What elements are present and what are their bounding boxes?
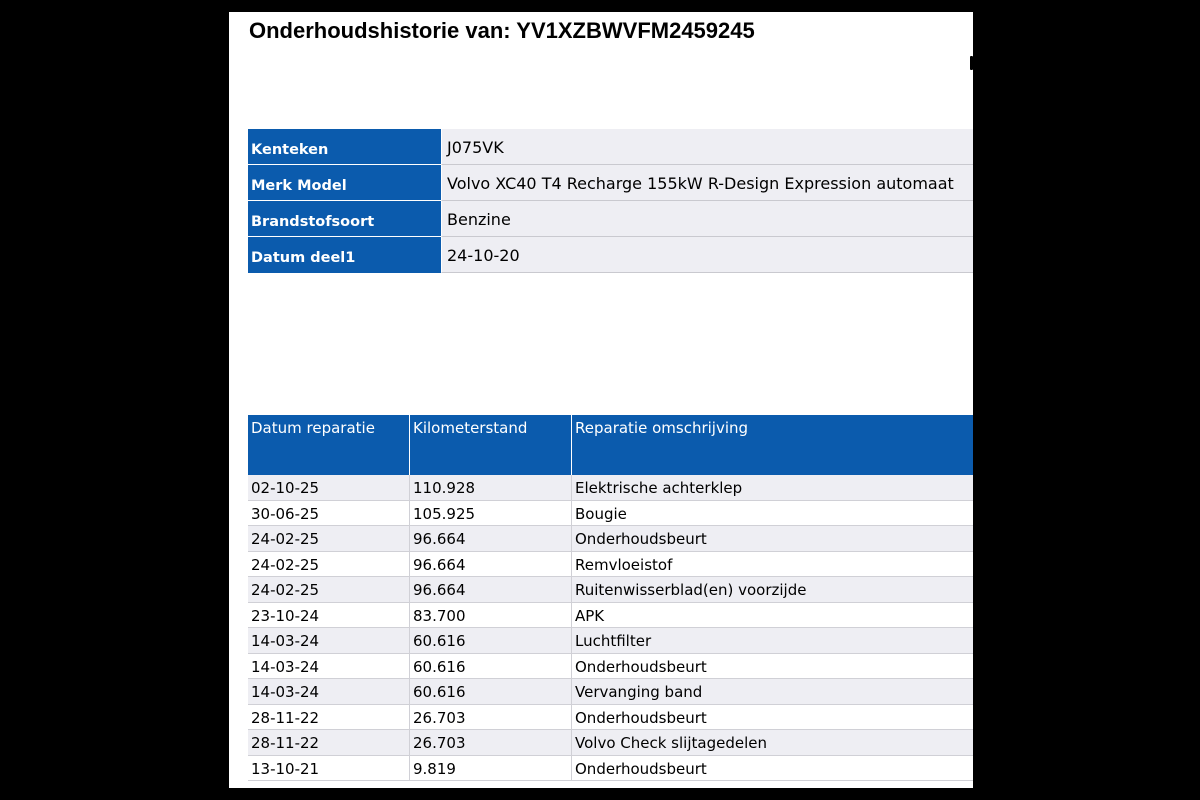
cell-description: Bougie: [572, 501, 973, 527]
cell-description: Onderhoudsbeurt: [572, 705, 973, 731]
info-row-merk-model: [248, 165, 973, 201]
info-value: Volvo XC40 T4 Recharge 155kW R-Design Expression automaat: [441, 165, 973, 201]
table-row: [248, 730, 973, 756]
table-row: [248, 679, 973, 705]
cell-date: 14-03-24: [248, 679, 410, 705]
cell-date: 28-11-22: [248, 730, 410, 756]
table-row: [248, 501, 973, 527]
cell-date: 24-02-25: [248, 577, 410, 603]
cell-km: 60.616: [410, 628, 572, 654]
cell-km: 83.700: [410, 603, 572, 629]
cell-km: 110.928: [410, 475, 572, 501]
cell-description: Remvloeistof: [572, 552, 973, 578]
history-body: [248, 475, 973, 781]
info-row-datum-deel1: [248, 237, 973, 273]
info-row-kenteken: [248, 129, 973, 165]
cell-km: 96.664: [410, 577, 572, 603]
cell-km: 26.703: [410, 730, 572, 756]
cell-km: 96.664: [410, 552, 572, 578]
history-table: [248, 415, 973, 781]
cell-km: 9.819: [410, 756, 572, 782]
info-label: Datum deel1: [248, 237, 441, 273]
cell-description: Onderhoudsbeurt: [572, 526, 973, 552]
cell-date: 14-03-24: [248, 628, 410, 654]
cell-km: 26.703: [410, 705, 572, 731]
table-row: [248, 552, 973, 578]
table-row: [248, 628, 973, 654]
info-value: 24-10-20: [441, 237, 973, 273]
info-row-brandstofsoort: [248, 201, 973, 237]
table-row: [248, 654, 973, 680]
table-row: [248, 603, 973, 629]
cell-description: Volvo Check slijtagedelen: [572, 730, 973, 756]
table-row: [248, 526, 973, 552]
document-title: Onderhoudshistorie van: YV1XZBWVFM2459245: [249, 18, 755, 43]
cell-km: 60.616: [410, 679, 572, 705]
cell-date: 24-02-25: [248, 526, 410, 552]
cell-date: 23-10-24: [248, 603, 410, 629]
cell-description: Luchtfilter: [572, 628, 973, 654]
cell-date: 30-06-25: [248, 501, 410, 527]
vehicle-info-table: [248, 129, 973, 273]
info-label: Kenteken: [248, 129, 441, 165]
cell-description: Elektrische achterklep: [572, 475, 973, 501]
document-page: [229, 12, 973, 788]
cell-date: 28-11-22: [248, 705, 410, 731]
cell-date: 24-02-25: [248, 552, 410, 578]
cell-description: Ruitenwisserblad(en) voorzijde: [572, 577, 973, 603]
cell-km: 96.664: [410, 526, 572, 552]
cell-km: 60.616: [410, 654, 572, 680]
cell-date: 14-03-24: [248, 654, 410, 680]
header-reparatie-omschrijving: Reparatie omschrijving: [572, 415, 973, 475]
cell-date: 13-10-21: [248, 756, 410, 782]
table-row: [248, 577, 973, 603]
cell-date: 02-10-25: [248, 475, 410, 501]
history-header-row: [248, 415, 973, 475]
table-row: [248, 705, 973, 731]
info-value: Benzine: [441, 201, 973, 237]
info-label: Merk Model: [248, 165, 441, 201]
cell-description: Onderhoudsbeurt: [572, 756, 973, 782]
table-row: [248, 756, 973, 782]
cell-description: Onderhoudsbeurt: [572, 654, 973, 680]
table-row: [248, 475, 973, 501]
header-kilometerstand: Kilometerstand: [410, 415, 572, 475]
cell-km: 105.925: [410, 501, 572, 527]
cell-description: Vervanging band: [572, 679, 973, 705]
cell-description: APK: [572, 603, 973, 629]
info-label: Brandstofsoort: [248, 201, 441, 237]
info-value: J075VK: [441, 129, 973, 165]
edge-mark: [970, 56, 973, 70]
header-datum-reparatie: Datum reparatie: [248, 415, 410, 475]
